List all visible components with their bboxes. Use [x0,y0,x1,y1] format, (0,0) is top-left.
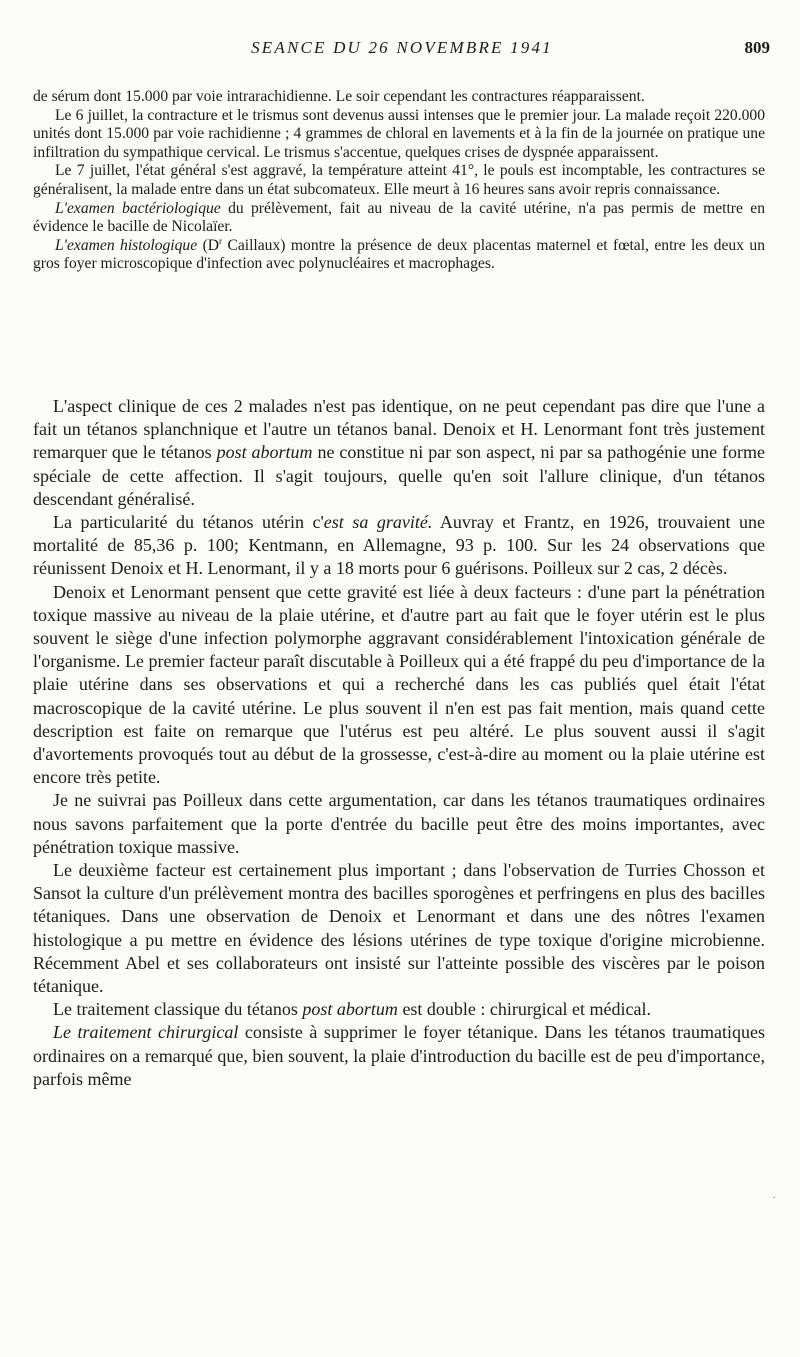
superscript: r [219,235,223,246]
paragraph [33,395,765,511]
paragraph-text: Le traitement classique du tétanos [53,999,303,1020]
paragraph [33,789,765,859]
discussion-main-text [33,395,765,1091]
paragraph [33,998,765,1021]
paragraph-text: Je ne suivrai pas Poilleux dans cette argumentation, car dans les tétanos traumatiques ordinaires nous savons parfaitement que la porte d'entrée du bacille peut être des moins importantes, avec pénétration toxique massive. [33,790,765,857]
paragraph-text: du prélèvement, fait au niveau de la cavité utérine, n'a pas permis de mettre en évidence le bacille de Nicolaïer. [33,199,765,236]
paragraph-text: (D [197,236,220,254]
italic-text: Le traitement chirurgical [53,1022,239,1043]
paragraph-text: est double : chirurgical et médical. [397,999,652,1020]
paragraph [33,107,765,163]
paragraph-text: L'aspect clinique de ces 2 malades n'est pas identique, on ne peut cependant pas dire que l'une a fait un tétanos splanchnique et l'autre un tétanos banal. Denoix et H. Lenormant font très justement remarquer que le tétanos [33,396,765,463]
paragraph-text: Le 7 juillet, l'état général s'est aggravé, la température atteint 41°, le pouls est incomptable, les contractures se généralisent, la malade entre dans un état subcomateux. Elle meurt à 16 heures sans avoir repris connaissance. [33,162,765,198]
margin-mark: · [772,1192,776,1204]
paragraph-text: Le deuxième facteur est certainement plus important ; dans l'observation de Turries Chosson et Sansot la culture d'un prélèvement montra des bacilles sporogènes et perfringens en plus des bacilles tétaniques. Dans une observation de Denoix et Lenormant et dans une des nôtres l'examen histologique a pu mettre en évidence des lésions utérines de type toxique d'origine microbienne. Récemment Abel et ses collaborateurs ont insisté sur l'atteinte possible des viscères par le poison tétanique. [33,860,765,997]
italic-text: L'examen bactériologique [55,199,221,217]
paragraph [33,511,765,581]
paragraph-text: Caillaux) montre la présence de deux placentas maternel et fœtal, entre les deux un gros foyer microscopique d'infection avec polynucléaires et macrophages. [33,236,765,273]
paragraph [33,859,765,998]
case-report-small-text [33,88,765,274]
paragraph [33,581,765,790]
page-number: 809 [744,38,770,57]
paragraph [33,200,765,237]
italic-text: est sa gravité. [323,512,433,533]
paragraph-text: La particularité du tétanos utérin c' [53,512,324,533]
page-header [34,38,770,62]
paragraph-text: Auvray et Frantz, en 1926, trouvaient une mortalité de 85,36 p. 100; Kentmann, en Allemagne, 93 p. 100. Sur les 24 observations que réunissent Denoix et H. Lenormant, il y a 18 morts pour 6 guérisons. Poilleux sur 2 cas, 2 décès. [33,512,765,579]
italic-text: post abortum [216,442,313,463]
paragraph-text: consiste à supprimer le foyer tétanique. Dans les tétanos traumatiques ordinaires on a remarqué que, bien souvent, la plaie d'introduction du bacille est de peu d'importance, parfois même [33,1022,765,1089]
italic-text: L'examen histologique [55,236,198,254]
paragraph [33,1021,765,1091]
paragraph [33,162,765,199]
paragraph [33,237,765,274]
italic-text: post abortum [302,999,398,1020]
running-title: SEANCE DU 26 NOVEMBRE 1941 [251,38,553,57]
paragraph-text: ne constitue ni par son aspect, ni par sa pathogénie une forme spéciale de cette affection. Il s'agit toujours, quelle qu'en soit l'allure clinique, d'un tétanos descendant généralisé. [33,442,766,509]
paragraph-text: Denoix et Lenormant pensent que cette gravité est liée à deux facteurs : d'une part la pénétration toxique massive au niveau de la plaie utérine, et d'autre part au fait que le foyer utérin est le plus souvent le siège d'une infection polymorphe aggravant considérablement l'intoxication générale de l'organisme. Le premier facteur paraît discutable à Poilleux qui a été frappé du peu d'importance de la plaie utérine dans ses observations et qui a recherché dans les cas publiés quel était l'état macroscopique de la cavité utérine. Le plus souvent il n'en est pas fait mention, mais quand cette description est faite on remarque que l'utérus est peu altéré. Le plus souvent aussi il s'agit d'avortements provoqués tout au début de la grossesse, c'est-à-dire au moment ou la plaie utérine est encore très petite. [33,581,765,788]
paragraph-text: Le 6 juillet, la contracture et le trismus sont devenus aussi intenses que le premier jour. La malade reçoit 220.000 unités dont 15.000 par voie rachidienne ; 4 grammes de chloral en lavements et à la fin de la journée on pratique une infiltration du sympathique cervical. Le trismus s'accentue, quelques crises de dyspnée apparaissent. [33,106,765,161]
paragraph-text: de sérum dont 15.000 par voie intrarachidienne. Le soir cependant les contractures réapparaissent. [33,88,645,105]
paragraph [33,88,765,107]
